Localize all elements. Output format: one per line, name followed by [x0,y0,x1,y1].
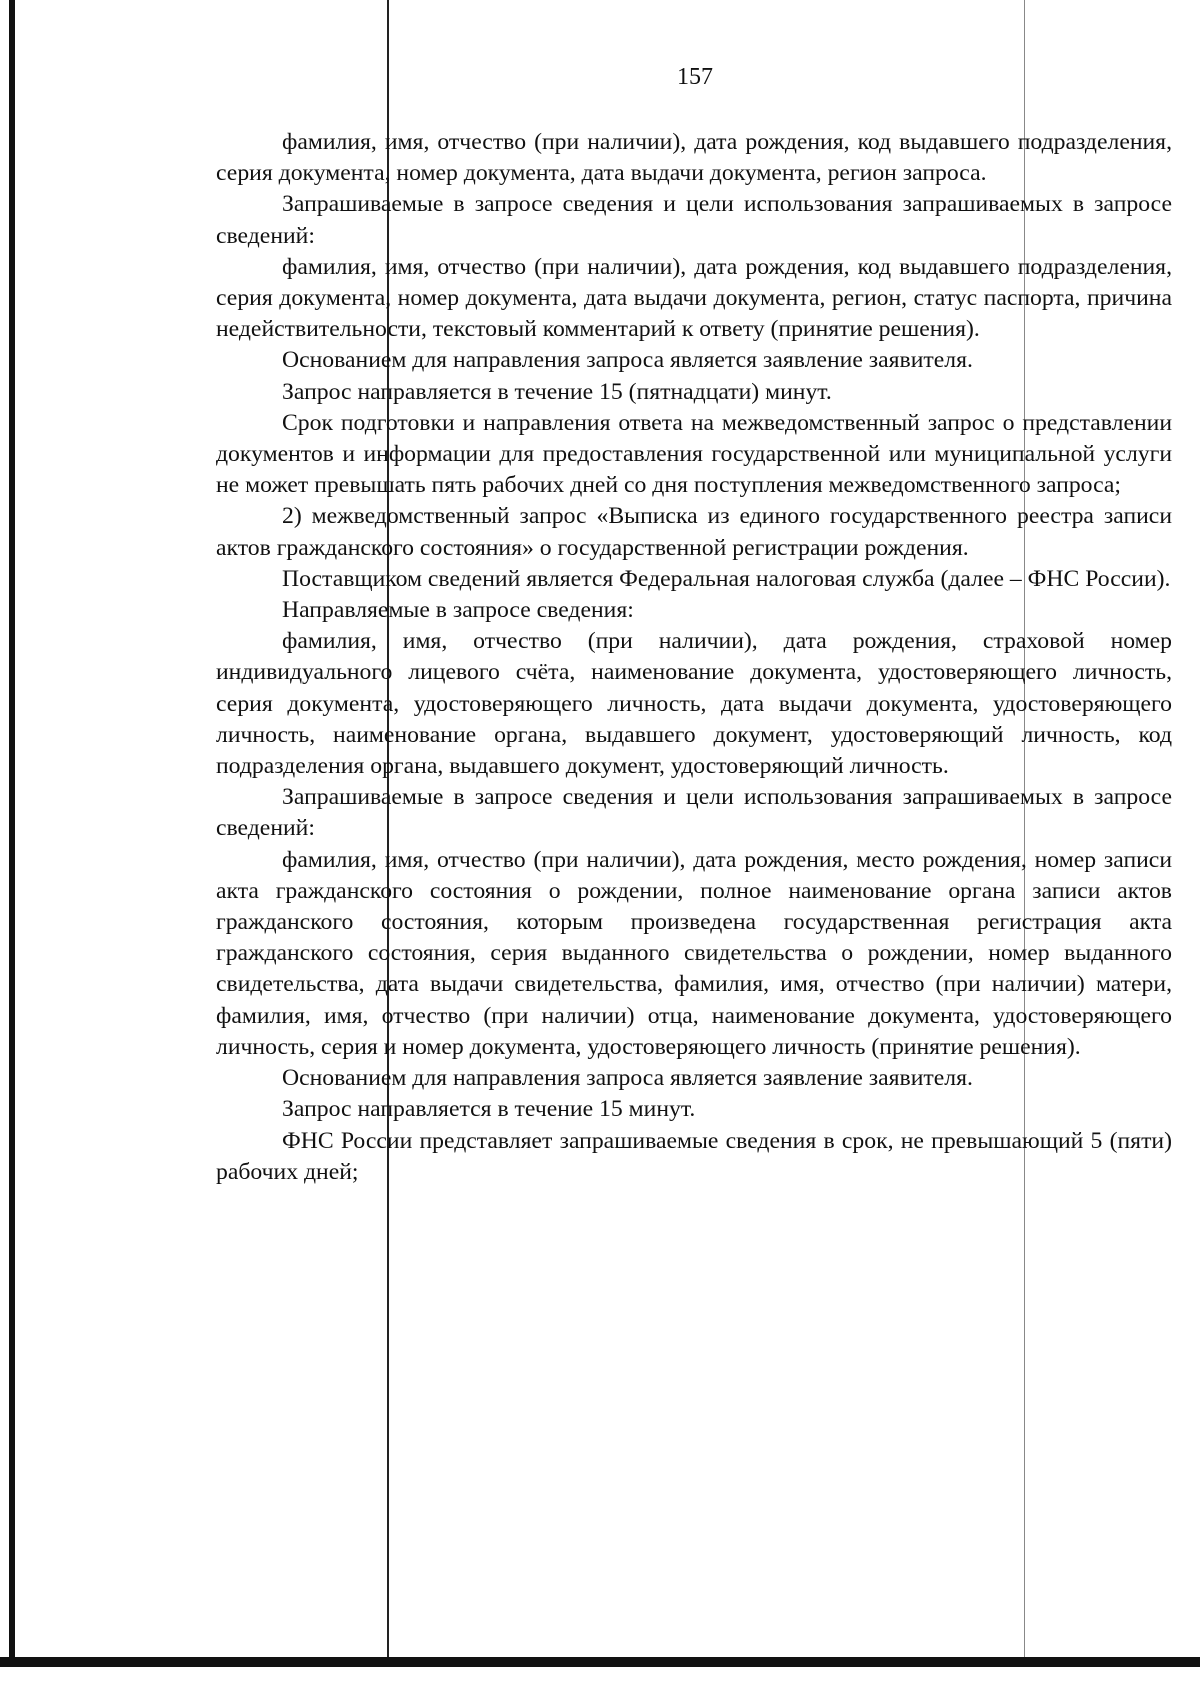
paragraph: Основанием для направления запроса является заявление заявителя. [282,1065,973,1092]
paragraph: Запрашиваемые в запросе сведения и цели использования запрашиваемых в запросе сведений: [216,784,1172,842]
paragraph: фамилия, имя, отчество (при наличии), дата рождения, код выдавшего подразделения, серия документа, номер документа, дата выдачи документа, регион, статус паспорта, причина недействительности, текстовый комментарий к ответу (принятие решения). [216,253,1172,343]
paragraph: Основанием для направления запроса является заявление заявителя. [282,347,973,374]
paragraph: ФНС России представляет запрашиваемые сведения в срок, не превышающий 5 (пяти) рабочих дней; [216,1127,1172,1185]
paragraph: фамилия, имя, отчество (при наличии), дата рождения, место рождения, номер записи акта гражданского состояния о рождении, полное наименование органа записи актов гражданского состояния, которым произведена государственная регистрация акта гражданского состояния, серия выданного свидетельства о рождении, номер выданного свидетельства, дата выдачи свидетельства, фамилия, имя, отчество (при наличии) матери, фамилия, имя, отчество (при наличии) отца, наименование документа, удостоверяющего личность, серия и номер документа, удостоверяющего личность (принятие решения). [216,846,1172,1060]
scan-left-edge [9,0,15,1660]
page-number: 157 [677,64,713,90]
paragraph: Срок подготовки и направления ответа на межведомственный запрос о представлении документов и информации для предоставления государственной или муниципальной услуги не может превышать пять рабочих дней со дня поступления межведомственного запроса; [216,409,1172,499]
paragraph: Направляемые в запросе сведения: [282,597,634,624]
scan-bottom-edge [0,1657,1200,1667]
paragraph: Поставщиком сведений является Федеральная налоговая служба (далее – ФНС России). [282,565,1171,592]
document-body [216,127,1172,1188]
paragraph: фамилия, имя, отчество (при наличии), дата рождения, страховой номер индивидуального лицевого счёта, наименование документа, удостоверяющего личность, серия документа, удостоверяющего личность, дата выдачи документа, удостоверяющего личность, наименование органа, выдавшего документ, удостоверяющий личность, код подразделения органа, выдавшего документ, удостоверяющий личность. [216,628,1172,780]
paragraph: Запрос направляется в течение 15 минут. [282,1096,696,1123]
paragraph: 2) межведомственный запрос «Выписка из единого государственного реестра записи актов гражданского состояния» о государственной регистрации рождения. [216,503,1172,561]
paragraph: фамилия, имя, отчество (при наличии), дата рождения, код выдавшего подразделения, серия документа, номер документа, дата выдачи документа, регион запроса. [216,129,1172,187]
paragraph: Запрашиваемые в запросе сведения и цели использования запрашиваемых в запросе сведений: [216,191,1172,249]
paragraph: Запрос направляется в течение 15 (пятнадцати) минут. [282,378,832,405]
